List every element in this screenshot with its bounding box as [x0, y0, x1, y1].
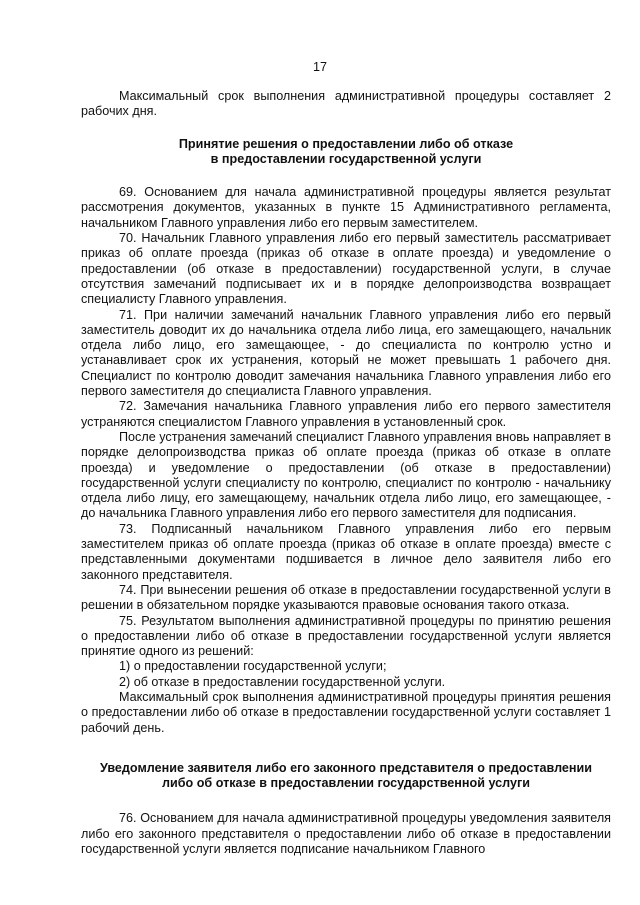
paragraph-75: 75. Результатом выполнения административной процедуры по принятию решения о предоставлении либо об отказе в предоставлении государственной услуги является принятие одного из решений:	[81, 613, 611, 659]
paragraph-70: 70. Начальник Главного управления либо его первый заместитель рассматривает приказ об оплате проезда (приказ об отказе в оплате проезда) и уведомление о предоставлении (об отказе в предоставлении) государственной услуги, в случае отсутствия замечаний подписывает их и в порядке делопроизводства возвращает специалисту Главного управления.	[81, 231, 611, 307]
list-item-75-1: 1) о предоставлении государственной услуги;	[119, 659, 387, 674]
paragraph-69: 69. Основанием для начала административной процедуры является результат рассмотрения документов, указанных в пункте 15 Административного регламента, начальником Главного управления либо его первым заместителем.	[81, 185, 611, 230]
page-number: 17	[312, 60, 327, 74]
heading-line: либо об отказе в предоставлении государственной услуги	[162, 776, 530, 791]
paragraph-71: 71. При наличии замечаний начальник Главного управления либо его первый заместитель доводит их до начальника отдела либо лица, его замещающего, начальник отдела либо лицо, его замещающее, - до специалиста по контролю устно и устанавливает срок их устранения, который не может превышать 1 рабочего дня. Специалист по контролю доводит замечания начальника Главного управления либо его первого заместителя до специалиста Главного управления.	[81, 307, 611, 399]
section-heading-decision	[81, 137, 611, 168]
paragraph-74: 74. При вынесении решения об отказе в предоставлении государственной услуги в решении в обязательном порядке указываются правовые основания такого отказа.	[81, 582, 611, 613]
heading-line: в предоставлении государственной услуги	[210, 151, 482, 166]
document-body	[81, 89, 611, 857]
heading-line: Уведомление заявителя либо его законного представителя о предоставлении	[99, 760, 592, 775]
section-heading-notification	[81, 761, 611, 792]
paragraph-73: 73. Подписанный начальником Главного управления либо его первым заместителем приказ об оплате проезда (приказ об отказе в оплате проезда) вместе с представленными документами подшивается в личное дело заявителя либо его законного представителя.	[81, 521, 611, 582]
paragraph-72-continuation: После устранения замечаний специалист Главного управления вновь направляет в порядке делопроизводства приказ об оплате проезда (приказ об отказе в оплате проезда) и уведомление о предоставлении (об отказе в предоставлении) государственной услуги специалисту по контролю, специалист по контролю - начальнику отдела либо лицу, его замещающему, начальник отдела либо лицо, его замещающее, - до начальника Главного управления либо его первого заместителя для подписания.	[81, 429, 611, 521]
paragraph-max-term-2-days: Максимальный срок выполнения административной процедуры составляет 2 рабочих дня.	[81, 89, 611, 119]
paragraph-max-term-1-day: Максимальный срок выполнения административной процедуры принятия решения о предоставлении либо об отказе в предоставлении государственной услуги составляет 1 рабочий день.	[81, 689, 611, 735]
paragraph-76: 76. Основанием для начала административной процедуры уведомления заявителя либо его законного представителя о предоставлении либо об отказе в предоставлении государственной услуги является подписание начальником Главного	[81, 811, 611, 857]
list-item-75-2: 2) об отказе в предоставлении государственной услуги.	[119, 674, 446, 689]
paragraph-72: 72. Замечания начальника Главного управления либо его первого заместителя устраняются специалистом Главного управления в установленный срок.	[81, 399, 611, 429]
heading-line: Принятие решения о предоставлении либо об отказе	[178, 136, 514, 151]
